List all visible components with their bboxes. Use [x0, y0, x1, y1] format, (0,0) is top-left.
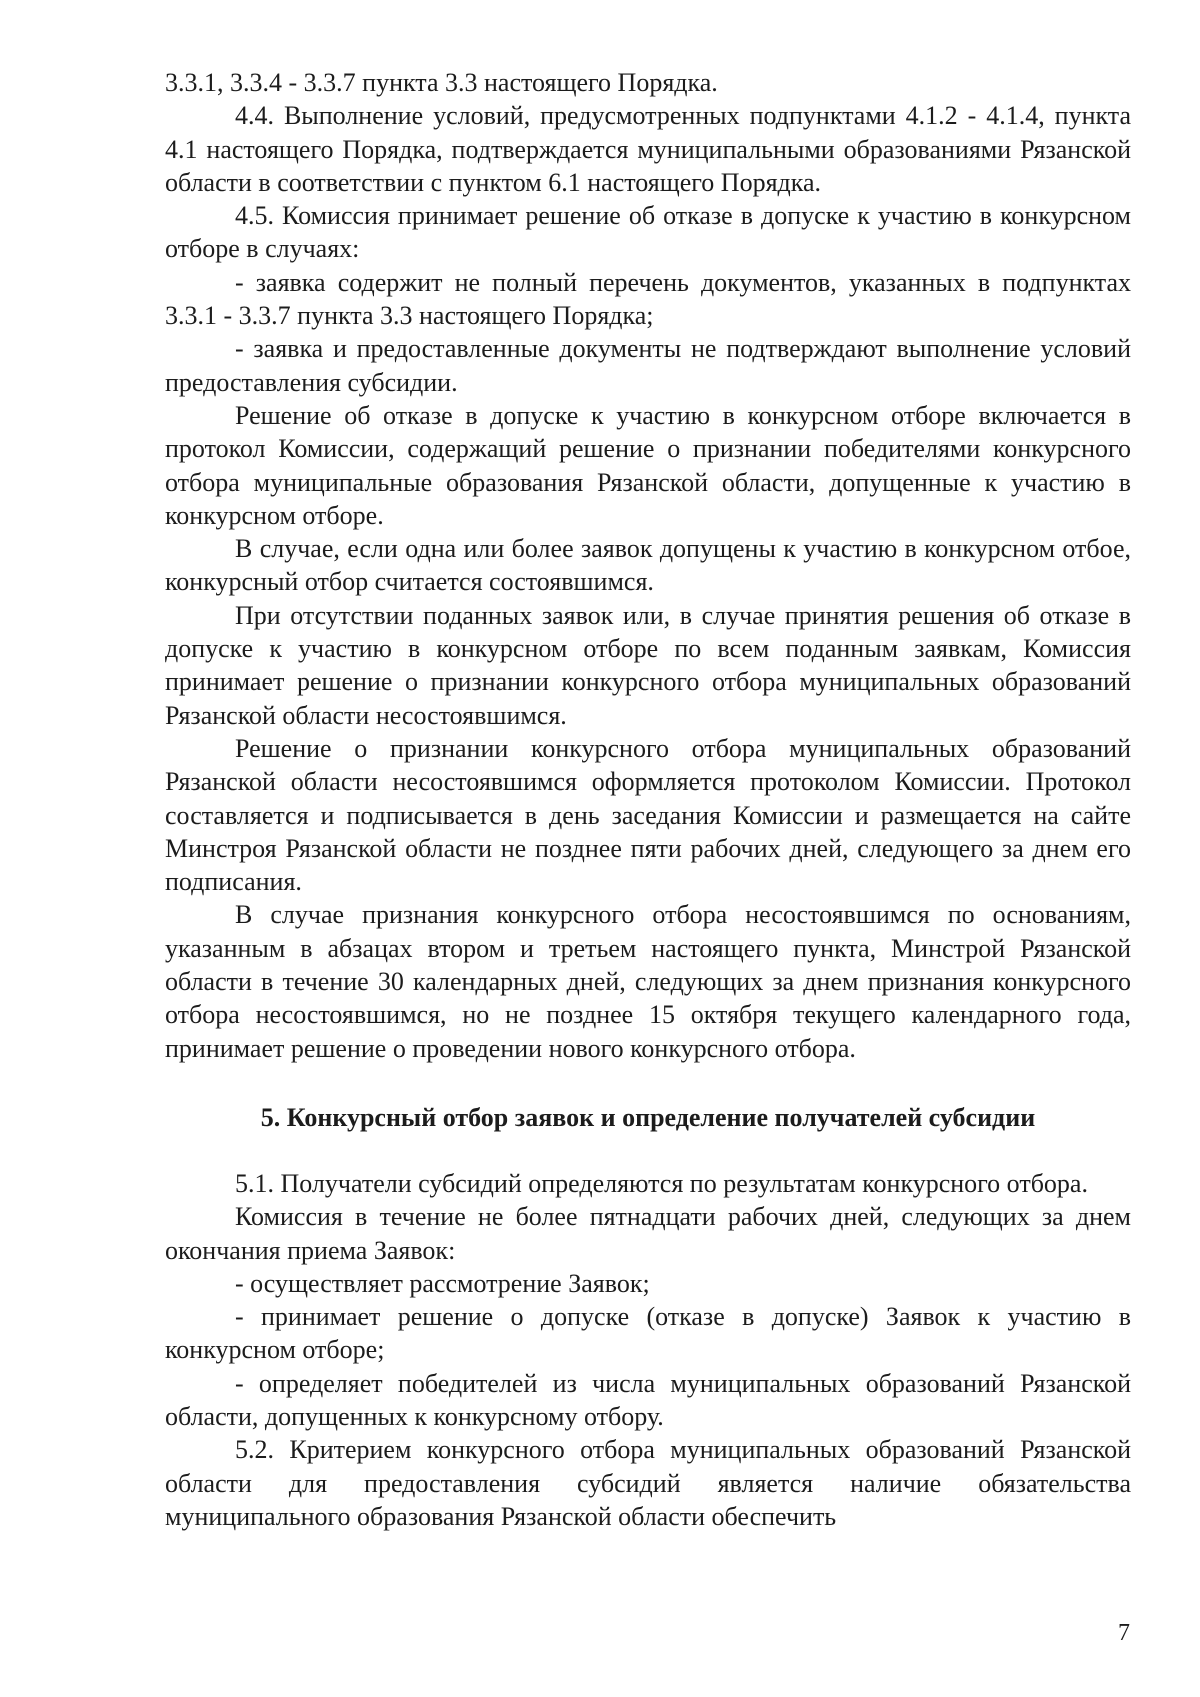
paragraph-5-2: 5.2. Критерием конкурсного отбора муниципальных образований Рязанской области для предоставления субсидий является наличие обязательства муниципального образования Рязанской области обеспечить — [165, 1435, 1131, 1531]
list-item-conditions-not-confirmed: - заявка и предоставленные документы не подтверждают выполнение условий предоставления субсидии. — [165, 334, 1131, 397]
list-item-admission-decision: - принимает решение о допуске (отказе в допуске) Заявок к участию в конкурсном отборе; — [165, 1302, 1131, 1365]
paragraph-commission-terms: Комиссия в течение не более пятнадцати рабочих дней, следующих за днем окончания приема Заявок: — [165, 1202, 1131, 1265]
list-item-incomplete-documents: - заявка содержит не полный перечень документов, указанных в подпунктах 3.3.1 - 3.3.7 пункта 3.3 настоящего Порядка; — [165, 267, 1131, 331]
paragraph-continuation: 3.3.1, 3.3.4 - 3.3.7 пункта 3.3 настоящего Порядка. — [165, 68, 718, 97]
list-item-review: - осуществляет рассмотрение Заявок; — [235, 1268, 650, 1298]
document-page — [165, 66, 1131, 1533]
paragraph-selection-held: В случае, если одна или более заявок допущены к участию в конкурсном отбое, конкурсный отбор считается состоявшимся. — [165, 534, 1131, 597]
paragraph-protocol: Решение о признании конкурсного отбора муниципальных образований Рязанской области несостоявшимся оформляется протоколом Комиссии. Протокол составляется и подписывается в день заседания Комиссии и размещается на сайте Минстроя Рязанской области не позднее пяти рабочих дней, следующего за днем его подписания. — [165, 733, 1131, 897]
paragraph-refusal-decision: Решение об отказе в допуске к участию в конкурсном отборе включается в протокол Комиссии, содержащий решение о признании победителями конкурсного отбора муниципальные образования Рязанской области, допущенные к участию в конкурсном отборе. — [165, 400, 1131, 530]
paragraph-new-selection: В случае признания конкурсного отбора несостоявшимся по основаниям, указанным в абзацах втором и третьем настоящего пункта, Минстрой Рязанской области в течение 30 календарных дней, следующих за днем признания конкурсного отбора несостоявшимся, но не позднее 15 октября текущего календарного года, принимает решение о проведении нового конкурсного отбора. — [165, 900, 1131, 1063]
page-number: 7 — [1118, 1620, 1130, 1646]
section-heading: 5. Конкурсный отбор заявок и определение получателей субсидии — [260, 1102, 1036, 1132]
paragraph-4-5: 4.5. Комиссия принимает решение об отказе в допуске к участию в конкурсном отборе в случаях: — [165, 201, 1131, 264]
paragraph-no-applications: При отсутствии поданных заявок или, в случае принятия решения об отказе в допуске к участию в конкурсном отборе по всем поданным заявкам, Комиссия принимает решение о признании конкурсного отбора муниципальных образований Рязанской области несостоявшимся. — [165, 600, 1131, 730]
paragraph-4-4: 4.4. Выполнение условий, предусмотренных подпунктами 4.1.2 - 4.1.4, пункта 4.1 настоящего Порядка, подтверждается муниципальными образованиями Рязанской области в соответствии с пунктом 6.1 настоящего Порядка. — [165, 101, 1131, 197]
paragraph-5-1: 5.1. Получатели субсидий определяются по результатам конкурсного отбора. — [235, 1168, 1088, 1198]
list-item-winners: - определяет победителей из числа муниципальных образований Рязанской области, допущенных к конкурсному отбору. — [165, 1368, 1131, 1431]
